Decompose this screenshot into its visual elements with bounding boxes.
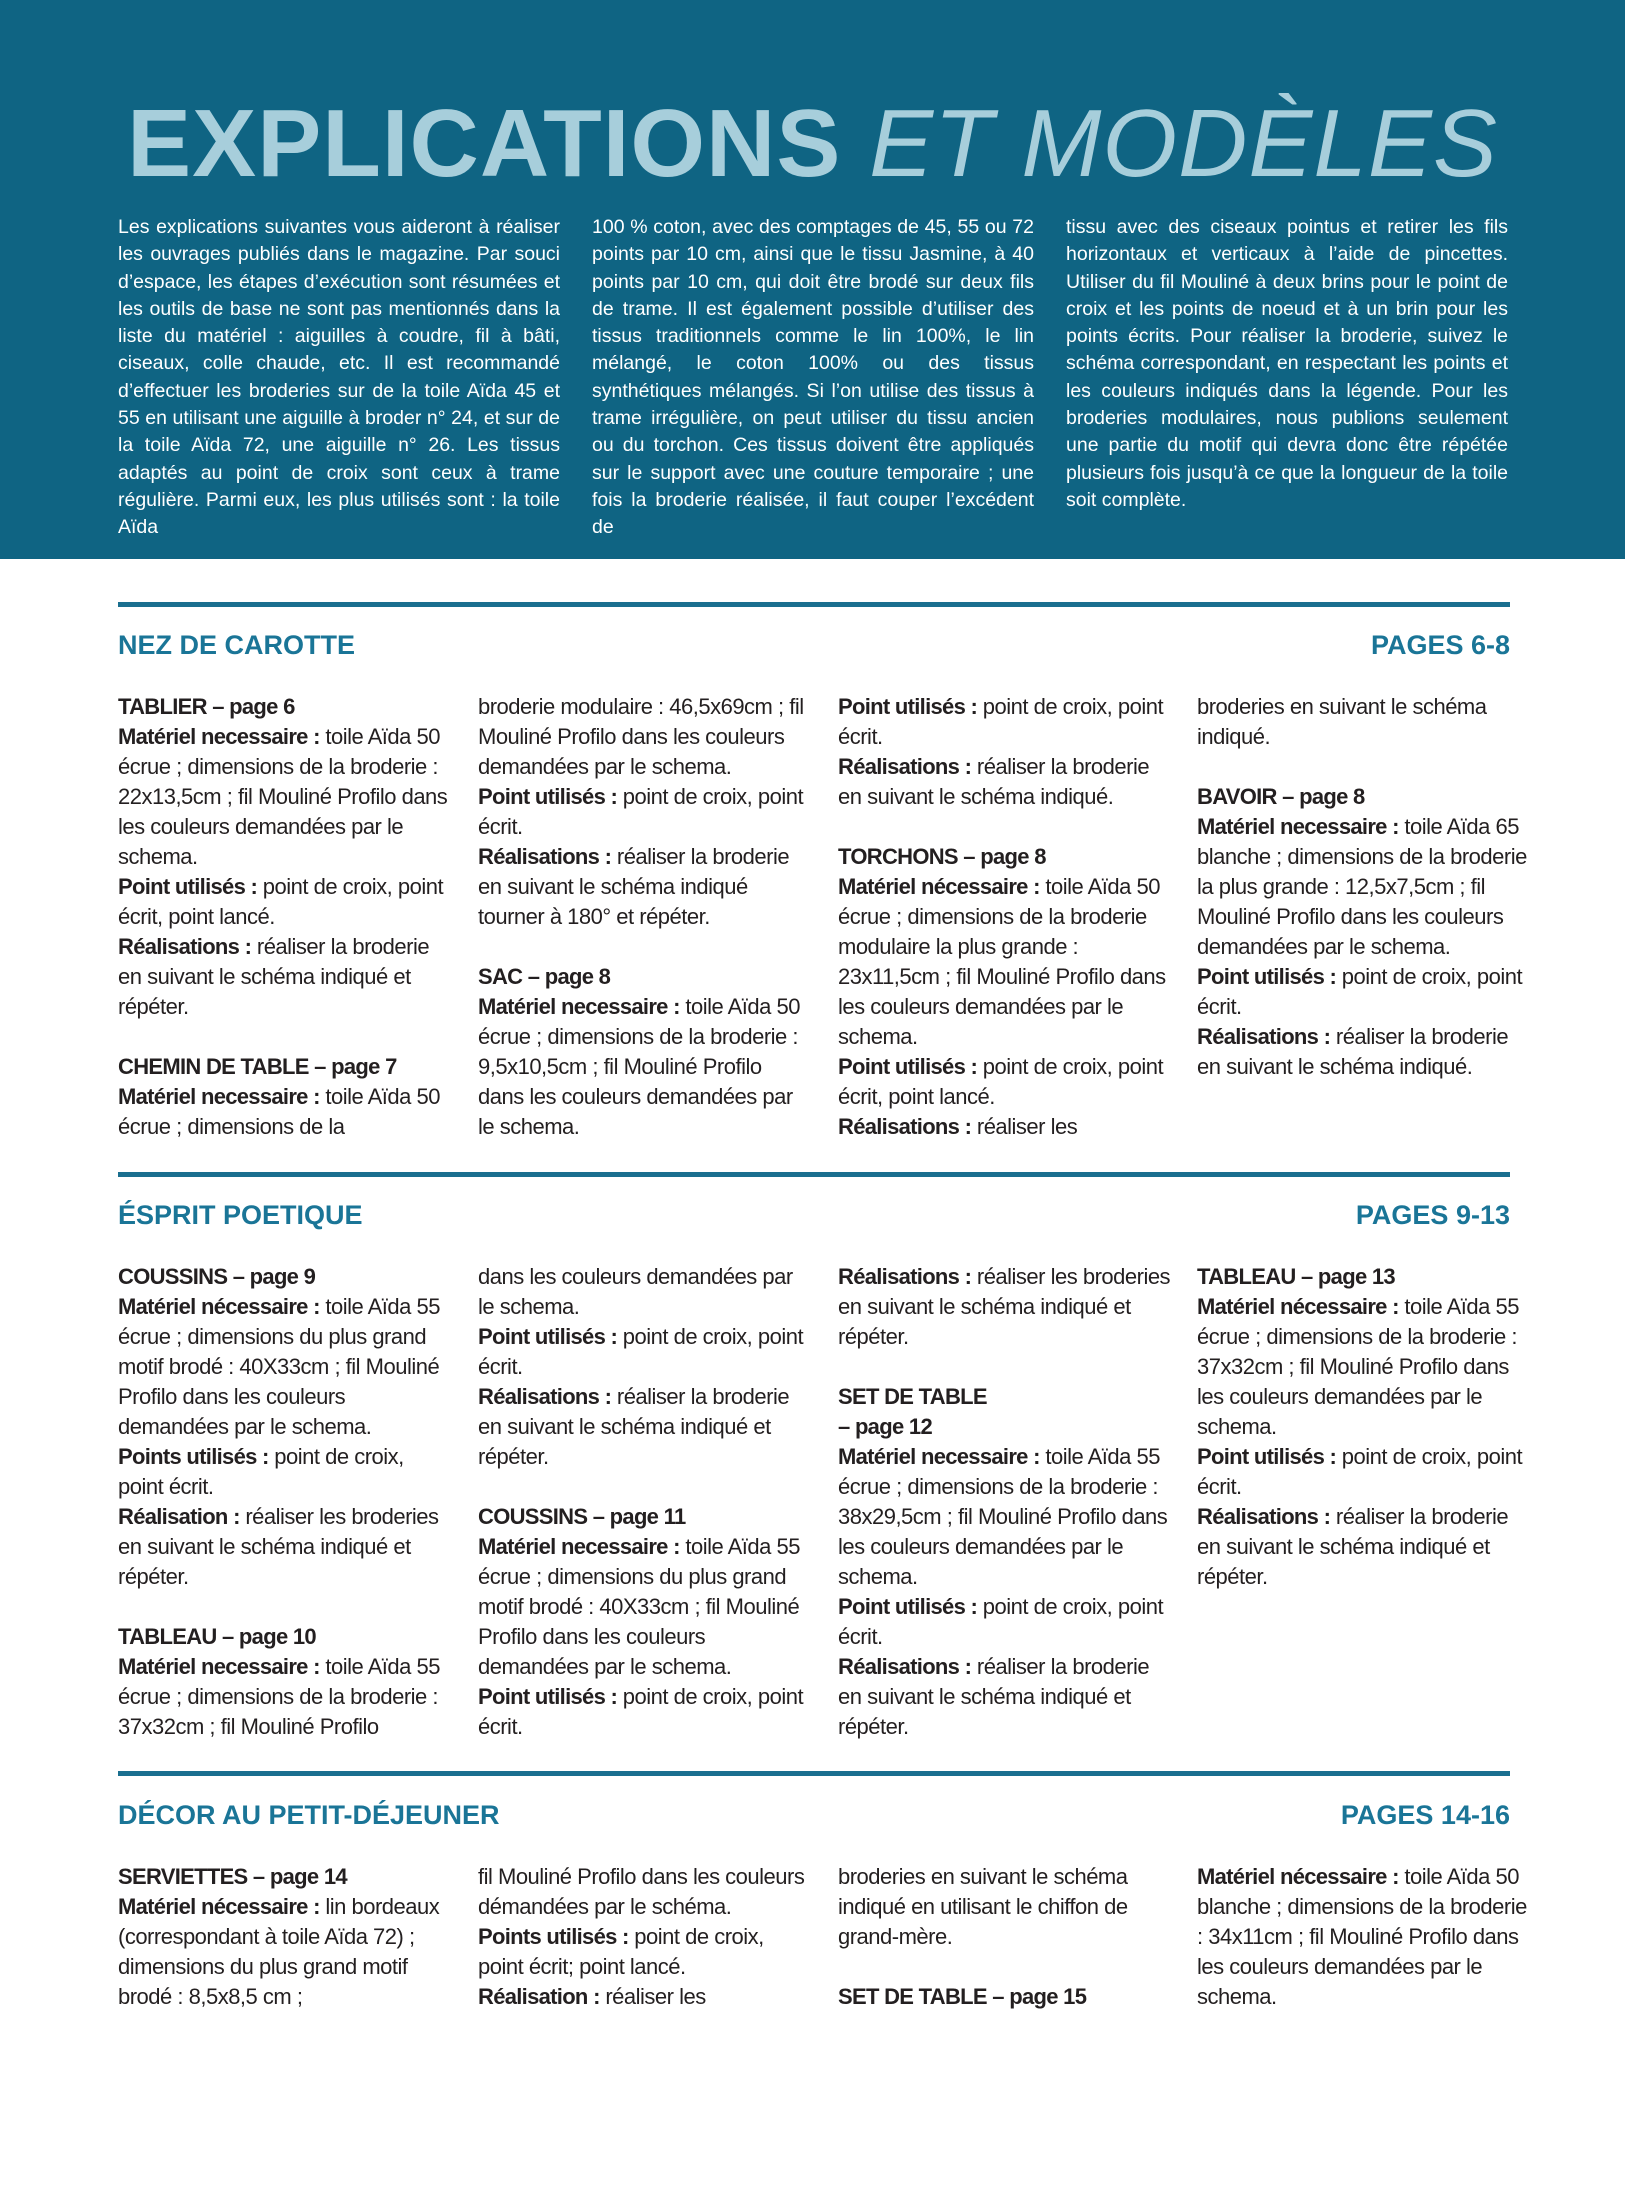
item-heading-text: SET DE TABLE – page 15	[838, 1984, 1087, 2009]
item-heading-text: TABLIER – page 6	[118, 694, 295, 719]
item-paragraph	[1197, 1292, 1531, 1442]
item-text: point de croix, point écrit.	[1197, 964, 1523, 1019]
item-label: Point utilisés :	[478, 784, 618, 809]
item-text: point de croix, point écrit.	[838, 694, 1164, 749]
item-paragraph	[1197, 1502, 1531, 1592]
item-paragraph	[478, 842, 812, 932]
item-label: Réalisations :	[838, 1114, 972, 1139]
item-paragraph	[478, 1862, 812, 1922]
item-text: point de croix, point écrit, point lancé.	[838, 1054, 1164, 1109]
section-pages: PAGES 14-16	[1340, 1800, 1510, 1830]
item-paragraph	[838, 1112, 1172, 1142]
item-heading-text: COUSSINS – page 11	[478, 1504, 686, 1529]
item-text: réaliser la broderie en suivant le schéma indiqué et répéter.	[478, 1384, 790, 1469]
item-label: Réalisations :	[118, 934, 252, 959]
item-heading	[118, 1622, 452, 1652]
item-paragraph	[118, 722, 452, 872]
item-label: Réalisations :	[838, 1654, 972, 1679]
item-label: Point utilisés :	[118, 874, 258, 899]
spacer	[118, 1592, 452, 1622]
item-text: dans les couleurs demandées par le schema.	[478, 1264, 793, 1319]
item-text: point de croix, point écrit.	[478, 1324, 804, 1379]
item-label: Matériel necessaire :	[478, 994, 680, 1019]
item-heading-text: CHEMIN DE TABLE – page 7	[118, 1054, 397, 1079]
item-heading	[1197, 782, 1531, 812]
item-text: toile Aïda 55 écrue ; dimensions de la broderie : 38x29,5cm ; fil Mouliné Profilo dans les couleurs demandées par le schema.	[838, 1444, 1168, 1589]
item-text: toile Aïda 50 écrue ; dimensions de la broderie : 22x13,5cm ; fil Mouliné Profilo dans les couleurs demandées par le schema.	[118, 724, 448, 869]
title-main: EXPLICATIONS	[127, 90, 842, 197]
section-column	[1197, 1862, 1531, 2012]
header-banner	[0, 0, 1625, 559]
spacer	[1197, 752, 1531, 782]
item-paragraph	[1197, 1862, 1531, 2012]
item-label: Réalisations :	[838, 754, 972, 779]
item-text: réaliser la broderie en suivant le schéma indiqué.	[838, 754, 1150, 809]
item-paragraph	[838, 1652, 1172, 1742]
item-label: Matériel necessaire :	[838, 1444, 1040, 1469]
item-paragraph	[838, 692, 1172, 752]
item-label: Matériel necessaire :	[118, 1084, 320, 1109]
item-paragraph	[118, 1502, 452, 1592]
item-label: Points utilisés :	[478, 1924, 629, 1949]
section-column	[118, 1262, 452, 1742]
section-column	[838, 692, 1172, 1142]
item-label: Point utilisés :	[1197, 964, 1337, 989]
item-paragraph	[118, 1442, 452, 1502]
item-text: point de croix, point écrit; point lancé.	[478, 1924, 764, 1979]
item-paragraph	[478, 1532, 812, 1682]
section-column	[1197, 692, 1531, 1082]
item-heading-text: TABLEAU – page 10	[118, 1624, 316, 1649]
item-heading	[118, 1262, 452, 1292]
item-text: toile Aïda 55 écrue ; dimensions de la broderie : 37x32cm ; fil Mouliné Profilo	[118, 1654, 440, 1739]
item-text: point de croix, point écrit.	[1197, 1444, 1523, 1499]
section-title: NEZ DE CAROTTE	[118, 630, 356, 660]
item-heading	[478, 962, 812, 992]
item-paragraph	[1197, 1442, 1531, 1502]
item-paragraph	[478, 992, 812, 1142]
item-text: broderies en suivant le schéma indiqué en utilisant le chiffon de grand-mère.	[838, 1864, 1128, 1949]
item-heading	[118, 1862, 452, 1892]
section-pages: PAGES 9-13	[1355, 1200, 1510, 1230]
item-text: réaliser les	[971, 1114, 1078, 1139]
page-title	[0, 88, 1625, 200]
item-paragraph	[838, 1442, 1172, 1592]
item-paragraph	[1197, 812, 1531, 962]
item-heading	[838, 1982, 1172, 2012]
item-label: Matériel nécessaire :	[1197, 1864, 1399, 1889]
title-italic: ET MODÈLES	[869, 90, 1498, 197]
item-label: Matériel necessaire :	[478, 1534, 680, 1559]
section-column	[1197, 1262, 1531, 1592]
item-paragraph	[478, 1682, 812, 1742]
section-column	[478, 1862, 812, 2012]
item-paragraph	[1197, 1022, 1531, 1082]
item-heading	[118, 692, 452, 722]
item-text: réaliser la broderie en suivant le schéma indiqué et répéter.	[838, 1654, 1150, 1739]
item-text: réaliser les	[599, 1984, 706, 2009]
item-heading	[118, 1052, 452, 1082]
item-text: broderie modulaire : 46,5x69cm ; fil Mouliné Profilo dans les couleurs demandées par le schema.	[478, 694, 804, 779]
section-column	[838, 1262, 1172, 1742]
spacer	[838, 1352, 1172, 1382]
item-paragraph	[838, 1862, 1172, 1952]
item-label: Réalisations :	[1197, 1024, 1331, 1049]
item-paragraph	[118, 932, 452, 1022]
item-text: point de croix, point écrit.	[838, 1594, 1164, 1649]
item-label: Réalisations :	[478, 1384, 612, 1409]
item-text: toile Aïda 55 écrue ; dimensions du plus grand motif brodé : 40X33cm ; fil Mouliné Profilo dans les couleurs demandées par le schema.	[118, 1294, 440, 1439]
item-heading-text: TORCHONS – page 8	[838, 844, 1046, 869]
section-divider	[118, 602, 1510, 607]
item-text: toile Aïda 55 écrue ; dimensions du plus grand motif brodé : 40X33cm ; fil Mouliné Profilo dans les couleurs demandées par le schema.	[478, 1534, 800, 1679]
item-label: Réalisation :	[478, 1984, 600, 2009]
item-label: Matériel nécessaire :	[838, 874, 1040, 899]
item-paragraph	[118, 1292, 452, 1442]
item-heading	[838, 842, 1172, 872]
item-label: Matériel nécessaire :	[118, 1294, 320, 1319]
item-heading-text: BAVOIR – page 8	[1197, 784, 1365, 809]
item-text: broderies en suivant le schéma indiqué.	[1197, 694, 1487, 749]
item-text: point de croix, point écrit, point lancé.	[118, 874, 444, 929]
intro-column-3: tissu avec des ciseaux pointus et retirer les fils horizontaux et verticaux à l’aide de pincettes. Utiliser du fil Mouliné à deux brins pour le point de croix et les points de noeud et à un brin pour les points écrits. Pour réaliser la broderie, suivez le schéma correspondant, en respectant les points et les couleurs indiqués dans la légende. Pour les broderies modulaires, nous publions seulement une partie du motif qui devra donc être répétée plusieurs fois jusqu’à ce que la longueur de la toile soit complète.	[1066, 216, 1508, 511]
item-label: Matériel nécessaire :	[118, 1894, 320, 1919]
item-text: réaliser la broderie en suivant le schéma indiqué.	[1197, 1024, 1509, 1079]
item-label: Réalisations :	[1197, 1504, 1331, 1529]
item-heading-text: SERVIETTES – page 14	[118, 1864, 347, 1889]
item-label: Points utilisés :	[118, 1444, 269, 1469]
item-text: point de croix, point écrit.	[118, 1444, 404, 1499]
spacer	[838, 812, 1172, 842]
item-text: toile Aïda 50 écrue ; dimensions de la broderie modulaire la plus grande : 23x11,5cm ; fil Mouliné Profilo dans les couleurs demandées par le schema.	[838, 874, 1166, 1049]
item-text: point de croix, point écrit.	[478, 1684, 804, 1739]
item-text: toile Aïda 55 écrue ; dimensions de la broderie : 37x32cm ; fil Mouliné Profilo dans les couleurs demandées par le schema.	[1197, 1294, 1519, 1439]
item-label: Point utilisés :	[838, 1054, 978, 1079]
item-paragraph	[1197, 962, 1531, 1022]
section-pages: PAGES 6-8	[1370, 630, 1510, 660]
section-title: ÉSPRIT POETIQUE	[118, 1200, 363, 1230]
item-paragraph	[478, 782, 812, 842]
item-text: réaliser la broderie en suivant le schéma indiqué et répéter.	[118, 934, 430, 1019]
item-label: Point utilisés :	[838, 1594, 978, 1619]
item-text: réaliser la broderie en suivant le schéma indiqué tourner à 180° et répéter.	[478, 844, 790, 929]
item-label: Réalisation :	[118, 1504, 240, 1529]
item-label: Point utilisés :	[838, 694, 978, 719]
item-paragraph	[118, 872, 452, 932]
spacer	[838, 1952, 1172, 1982]
intro-column-1: Les explications suivantes vous aideront à réaliser les ouvrages publiés dans le magazine. Par souci d’espace, les étapes d’exécution sont résumées et les outils de base ne sont pas mentionnés dans la liste du matériel : aiguilles à coudre, fil à bâti, ciseaux, colle chaude, etc. Il est recommandé d’effectuer les broderies sur de la toile Aïda 45 et 55 en utilisant une aiguille à broder n° 24, et sur de la toile Aïda 72, une aiguille n° 26. Les tissus adaptés au point de croix sont ceux à trame régulière. Parmi eux, les plus utilisés sont : la toile Aïda	[118, 216, 560, 539]
item-heading	[838, 1382, 1172, 1412]
item-label: Réalisations :	[838, 1264, 972, 1289]
item-label: Matériel necessaire :	[1197, 814, 1399, 839]
item-heading-text: COUSSINS – page 9	[118, 1264, 316, 1289]
spacer	[478, 932, 812, 962]
section-divider	[118, 1771, 1510, 1776]
item-text: lin bordeaux (correspondant à toile Aïda 72) ; dimensions du plus grand motif brodé : 8,5x8,5 cm ;	[118, 1894, 440, 2009]
item-text: toile Aïda 50 blanche ; dimensions de la broderie : 34x11cm ; fil Mouliné Profilo dans les couleurs demandées par le schema.	[1197, 1864, 1527, 2009]
item-text: réaliser les broderies en suivant le schéma indiqué et répéter.	[838, 1264, 1171, 1349]
item-paragraph	[478, 1382, 812, 1472]
item-heading-text: SAC – page 8	[478, 964, 611, 989]
item-paragraph	[118, 1652, 452, 1742]
item-text: toile Aïda 50 écrue ; dimensions de la broderie : 9,5x10,5cm ; fil Mouliné Profilo dans les couleurs demandées par le schema.	[478, 994, 800, 1139]
item-paragraph	[838, 752, 1172, 812]
intro-column-2: 100 % coton, avec des comptages de 45, 55 ou 72 points par 10 cm, ainsi que le tissu Jasmine, à 40 points par 10 cm, qui doit être brodé sur deux fils de trame. Il est également possible d’utiliser des tissus traditionnels comme le lin 100%, le lin mélangé, le coton 100% ou des tissus synthétiques mélangés. Si l’on utilise des tissus à trame irrégulière, on peut utiliser du tissu ancien ou du torchon. Ces tissus doivent être appliqués sur le support avec une couture temporaire ; une fois la broderie réalisée, il faut couper l’excédent de	[592, 216, 1034, 539]
section-column	[478, 692, 812, 1142]
item-text: réaliser les broderies en suivant le schéma indiqué et répéter.	[118, 1504, 439, 1589]
item-label: Point utilisés :	[478, 1684, 618, 1709]
item-heading-text: – page 12	[838, 1414, 932, 1439]
item-label: Point utilisés :	[1197, 1444, 1337, 1469]
item-heading	[478, 1502, 812, 1532]
item-heading-text: TABLEAU – page 13	[1197, 1264, 1395, 1289]
item-paragraph	[478, 692, 812, 782]
item-paragraph	[478, 1262, 812, 1322]
item-label: Matériel necessaire :	[118, 1654, 320, 1679]
item-heading-text: SET DE TABLE	[838, 1384, 987, 1409]
item-text: fil Mouliné Profilo dans les couleurs démandées par le schéma.	[478, 1864, 805, 1919]
item-label: Matériel necessaire :	[118, 724, 320, 749]
item-paragraph	[1197, 692, 1531, 752]
item-paragraph	[478, 1922, 812, 1982]
item-label: Réalisations :	[478, 844, 612, 869]
item-heading	[1197, 1262, 1531, 1292]
item-paragraph	[118, 1892, 452, 2012]
item-paragraph	[838, 872, 1172, 1052]
section-column	[838, 1862, 1172, 2012]
item-paragraph	[478, 1982, 812, 2012]
item-heading	[838, 1412, 1172, 1442]
section-column	[478, 1262, 812, 1742]
item-text: point de croix, point écrit.	[478, 784, 804, 839]
item-paragraph	[118, 1082, 452, 1142]
section-column	[118, 1862, 452, 2012]
item-paragraph	[838, 1592, 1172, 1652]
section-divider	[118, 1172, 1510, 1177]
spacer	[118, 1022, 452, 1052]
item-text: toile Aïda 50 écrue ; dimensions de la	[118, 1084, 440, 1139]
section-title: DÉCOR AU PETIT-DÉJEUNER	[118, 1800, 500, 1830]
spacer	[478, 1472, 812, 1502]
item-paragraph	[478, 1322, 812, 1382]
section-column	[118, 692, 452, 1142]
item-label: Matériel nécessaire :	[1197, 1294, 1399, 1319]
item-paragraph	[838, 1052, 1172, 1112]
item-paragraph	[838, 1262, 1172, 1352]
item-text: toile Aïda 65 blanche ; dimensions de la broderie la plus grande : 12,5x7,5cm ; fil Mouliné Profilo dans les couleurs demandées par le schema.	[1197, 814, 1527, 959]
item-text: réaliser la broderie en suivant le schéma indiqué et répéter.	[1197, 1504, 1509, 1589]
item-label: Point utilisés :	[478, 1324, 618, 1349]
